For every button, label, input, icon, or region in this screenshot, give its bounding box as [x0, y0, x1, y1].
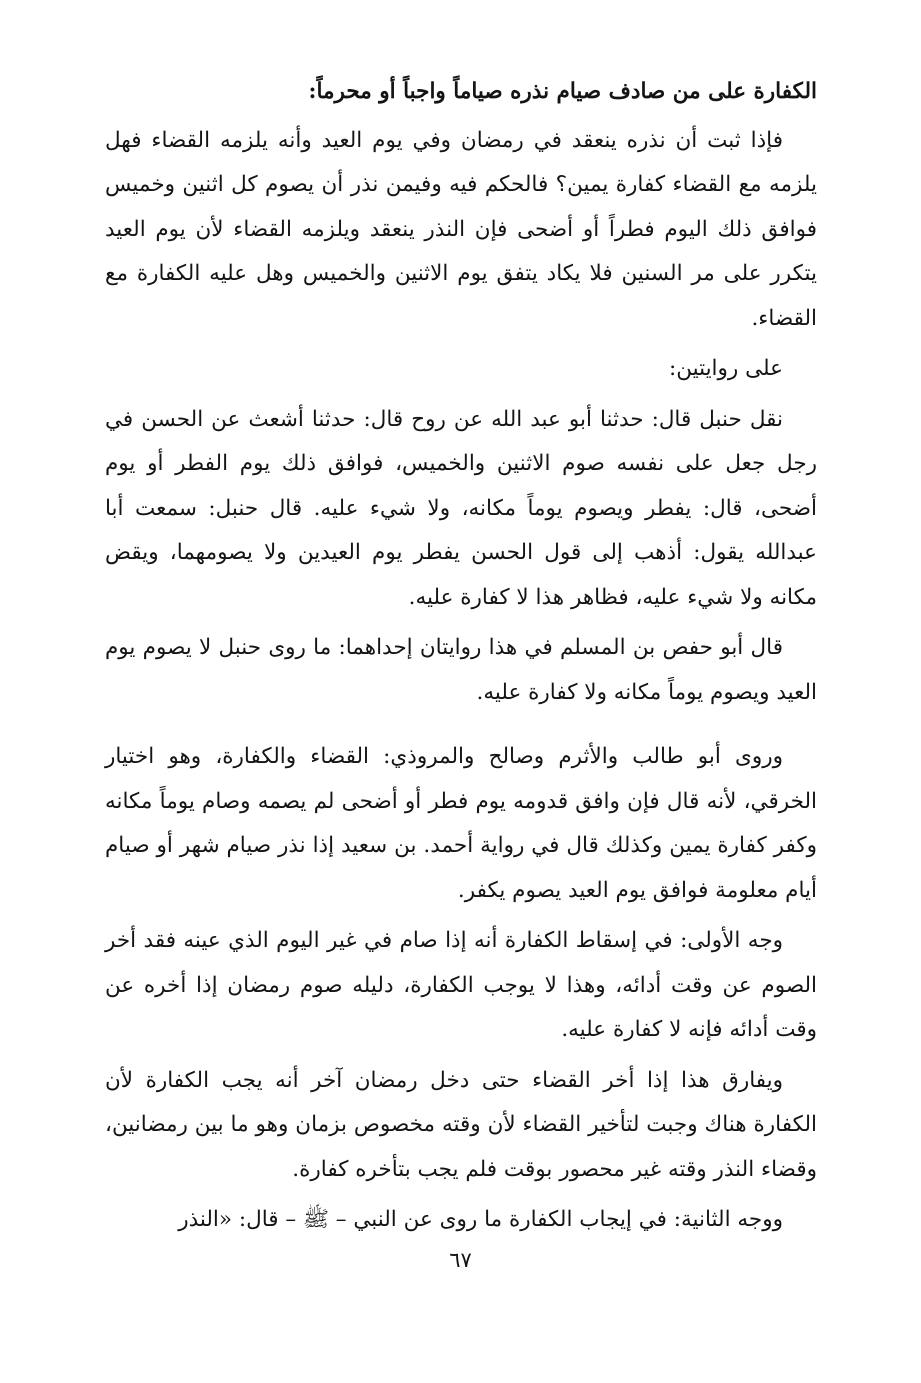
paragraph-7: ويفارق هذا إذا أخر القضاء حتى دخل رمضان آخر أنه يجب الكفارة لأن الكفارة هناك وجبت لتأخير القضاء لأن وقته مخصوص بزمان وهو ما بين رمضانين، وقضاء النذر وقته غير محصور بوقت فلم يجب بتأخره كفارة. — [105, 1067, 817, 1182]
section-heading: الكفارة على من صادف صيام نذره صياماً واجباً أو محرماً: — [308, 79, 817, 104]
paragraph-3: نقل حنبل قال: حدثنا أبو عبد الله عن روح قال: حدثنا أشعث عن الحسن في رجل جعل على نفسه صوم الاثنين والخميس، فوافق ذلك يوم الفطر أو يوم أضحى، قال: يفطر ويصوم يوماً مكانه، ولا شيء عليه. قال حنبل: سمعت أبا عبدالله يقول: أذهب إلى قول الحسن يفطر يوم العيدين ولا يصومهما، ويقض مكانه ولا شيء عليه، فظاهر هذا لا كفارة عليه. — [105, 406, 817, 610]
paragraph-1: فإذا ثبت أن نذره ينعقد في رمضان وفي يوم العيد وأنه يلزمه القضاء فهل يلزمه مع القضاء كفارة يمين؟ فالحكم فيه وفيمن نذر أن يصوم كل اثنين وخميس فوافق ذلك اليوم فطراً أو أضحى فإن النذر ينعقد ويلزمه القضاء لأن يوم العيد يتكرر على مر السنين فلا يكاد يتفق يوم الاثنين والخميس وهل عليه الكفارة مع القضاء. — [105, 127, 817, 331]
paragraph-6: وجه الأولى: في إسقاط الكفارة أنه إذا صام في غير اليوم الذي عينه فقد أخر الصوم عن وقت أدائه، وهذا لا يوجب الكفارة، دليله صوم رمضان إذا أخره عن وقت أدائه فإنه لا كفارة عليه. — [105, 928, 817, 1042]
paragraph-4: قال أبو حفص بن المسلم في هذا روايتان إحداهما: ما روى حنبل لا يصوم يوم العيد ويصوم يوماً مكانه ولا كفارة عليه. — [105, 635, 817, 705]
paragraph-2: على روايتين: — [668, 356, 783, 381]
page-number: ٦٧ — [449, 1248, 472, 1272]
paragraph-5: وروى أبو طالب والأثرم وصالح والمروذي: القضاء والكفارة، وهو اختيار الخرقي، لأنه قال فإن وافق قدومه يوم فطر أو أضحى لم يصمه وصام يوماً مكانه وكفر كفارة يمين وكذلك قال في رواية أحمد. بن سعيد إذا نذر صيام شهر أو صيام أيام معلومة فوافق يوم العيد يصوم يكفر. — [105, 744, 817, 903]
paragraph-8: ووجه الثانية: في إيجاب الكفارة ما روى عن النبي – ﷺ – قال: «النذر — [178, 1207, 783, 1232]
page-body — [105, 70, 817, 1249]
